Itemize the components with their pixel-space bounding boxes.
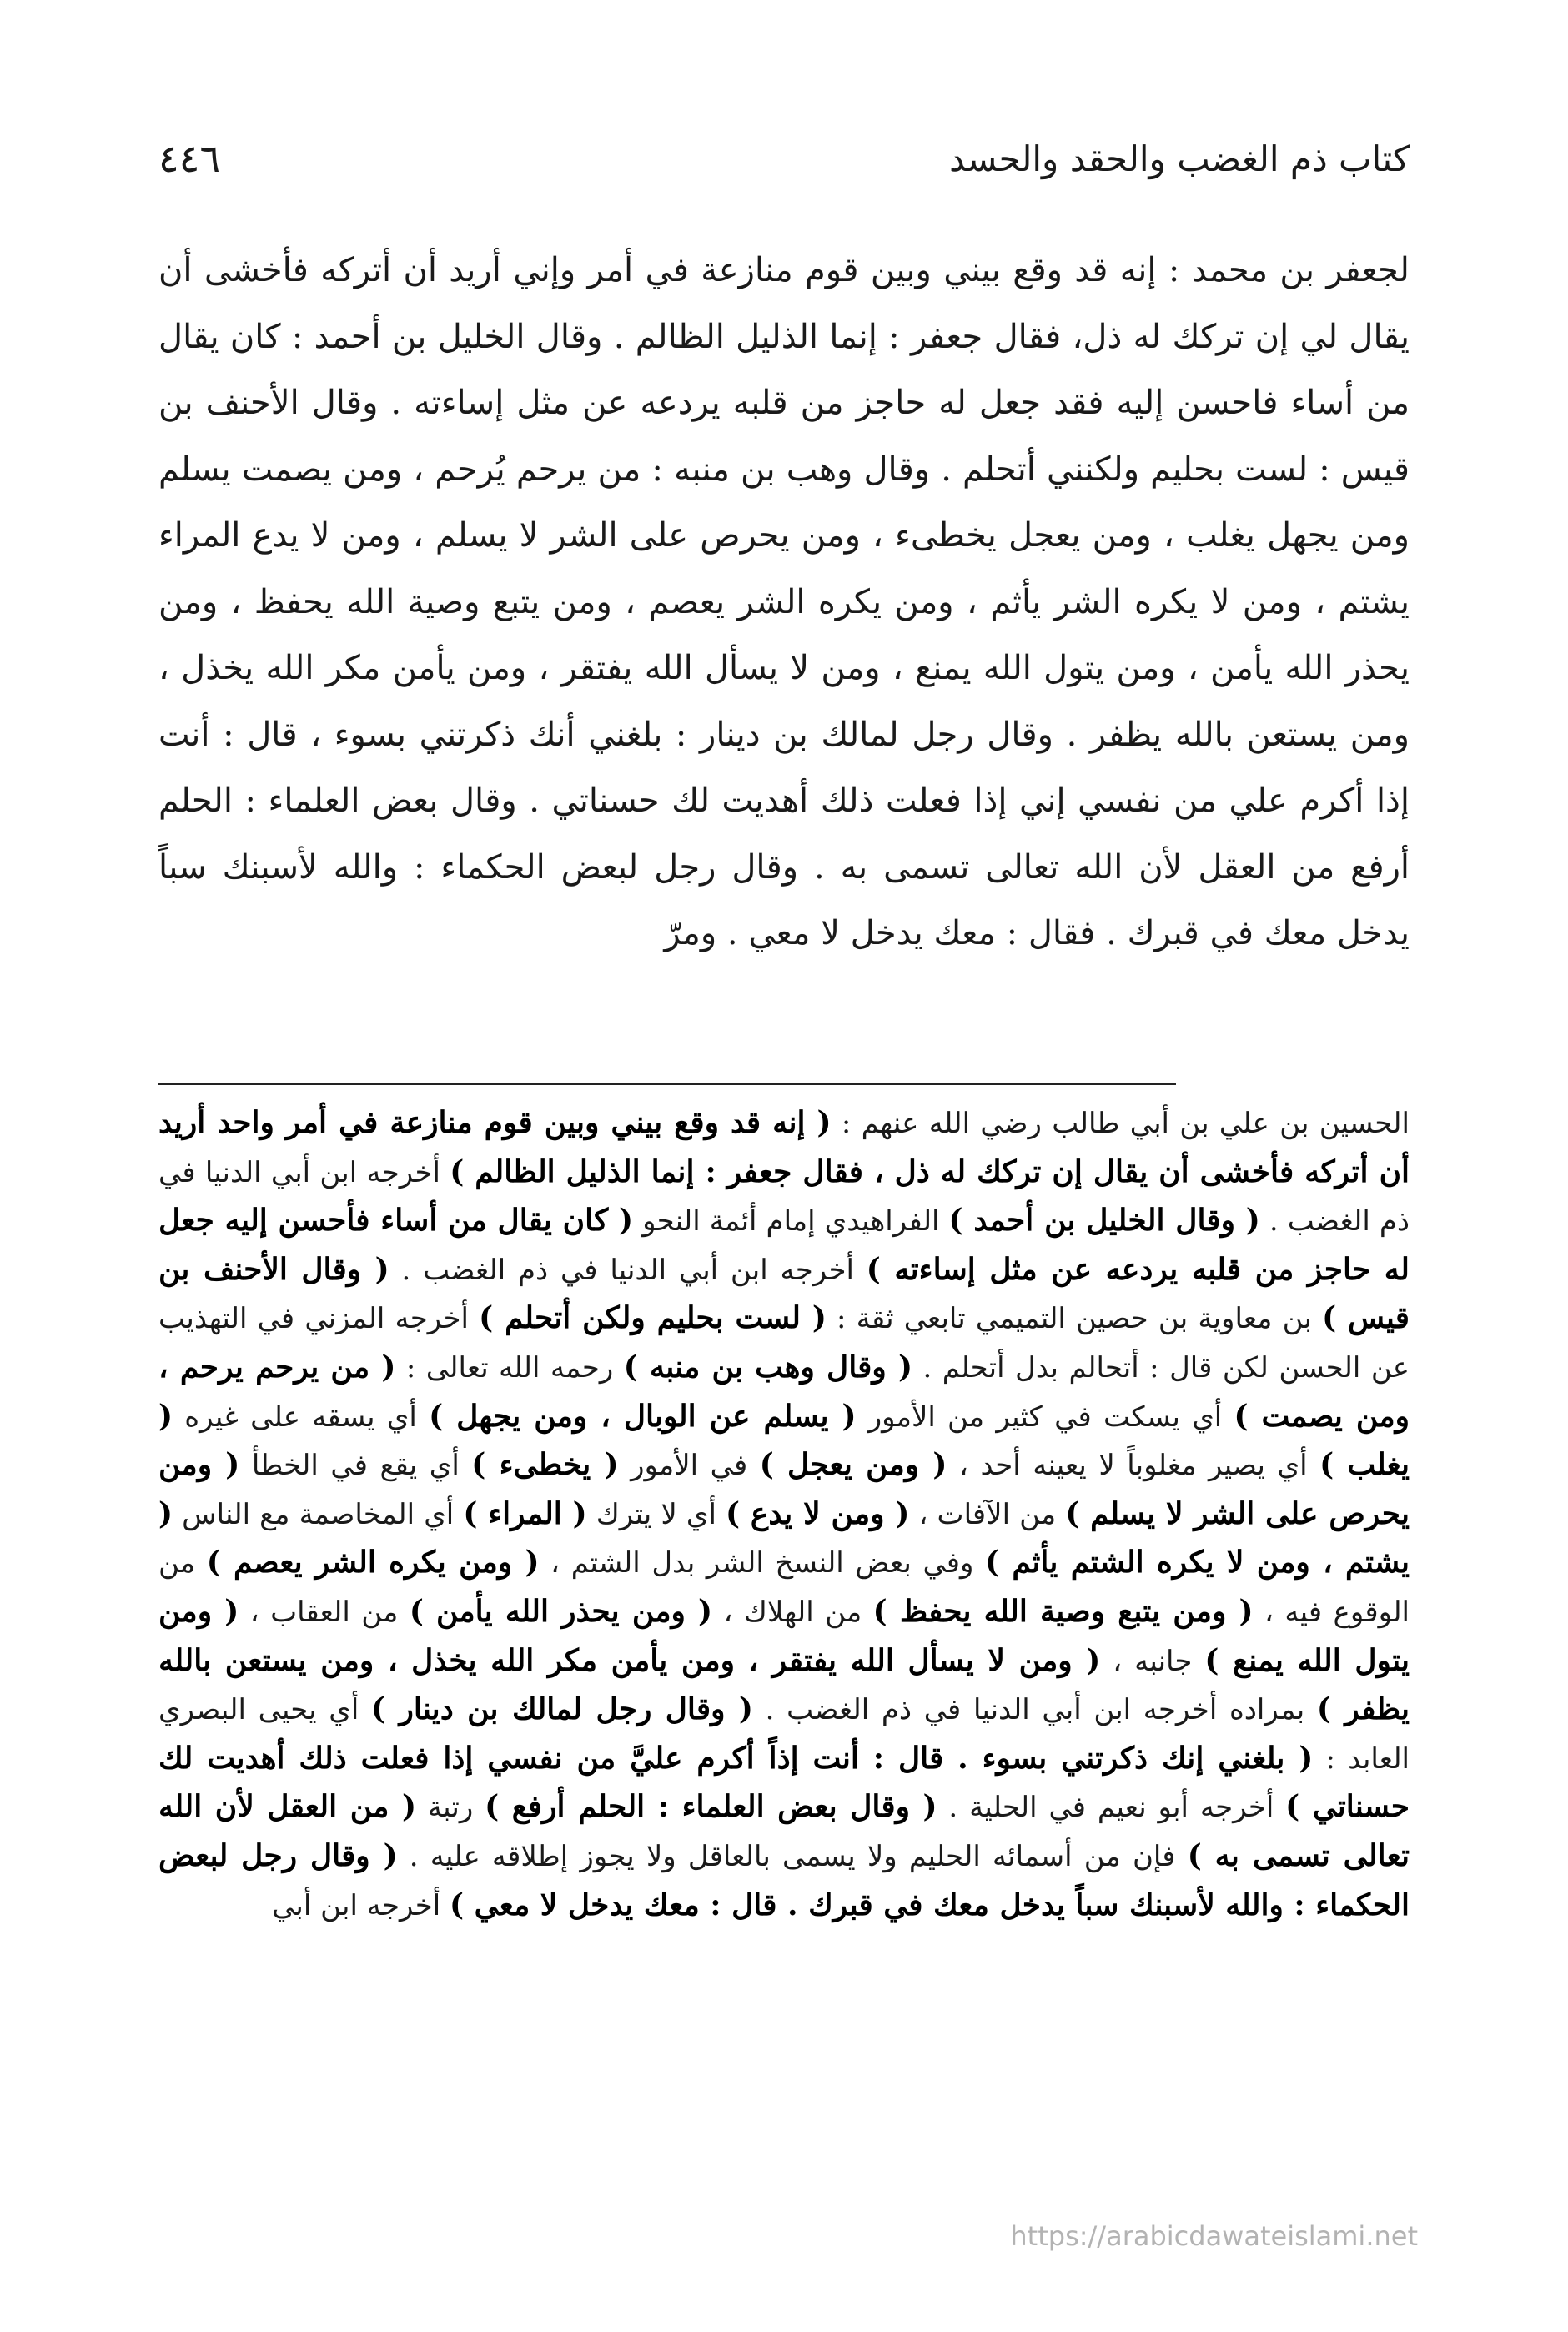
footnote-divider — [158, 1083, 1176, 1085]
watermark-url: https://arabicdawateislami.net — [1010, 2220, 1418, 2252]
commentary-segment: أي يصير مغلوباً لا يعينه أحد ، — [947, 1449, 1320, 1483]
quoted-text-segment: ( من العقل لأن الله تعالى تسمى به ) — [158, 1789, 1410, 1873]
quoted-text-segment: ( ومن يكره الشر يعصم ) — [206, 1545, 540, 1581]
commentary-segment: بن معاوية بن حصين التميمي تابعي ثقة : — [826, 1302, 1323, 1336]
running-title: كتاب ذم الغضب والحقد والحسد — [948, 138, 1410, 179]
commentary-segment: أخرجه المزني في التهذيب عن الحسن لكن قال : أتحالم بدل أتحلم . — [158, 1302, 1410, 1385]
quoted-text-segment: ( من يرحم يرحم ، ومن يصمت ) — [158, 1349, 1410, 1434]
commentary-segment: أخرجه ابن أبي الدنيا في ذم الغضب . — [389, 1253, 867, 1287]
main-paragraph: لجعفر بن محمد : إنه قد وقع بيني وبين قوم منازعة في أمر وإني أريد أن أتركه فأخشى أن يقال لي إن تركك له ذل، فقال جعفر : إنما الذليل الظالم . وقال الخليل بن أحمد : كان يقال من أساء فاحسن إليه فقد جعل له حاجز من قلبه يردعه عن مثل إساءته . وقال الأحنف بن قيس : لست بحليم ولكنني أتحلم . وقال وهب بن منبه : من يرحم يُرحم ، ومن يصمت يسلم ومن يجهل يغلب ، ومن يعجل يخطىء ، ومن يحرص على الشر لا يسلم ، ومن لا يدع المراء يشتم ، ومن لا يكره الشر يأثم ، ومن يكره الشر يعصم ، ومن يتبع وصية الله يحفظ ، ومن يحذر الله يأمن ، ومن يتول الله يمنع ، ومن لا يسأل الله يفتقر ، ومن يأمن مكر الله يخذل ، ومن يستعن بالله يظفر . وقال رجل لمالك بن دينار : بلغني أنك ذكرتني بسوء ، قال : أنت إذا أكرم علي من نفسي إني إذا فعلت ذلك أهديت لك حسناتي . وقال بعض العلماء : الحلم أرفع من العقل لأن الله تعالى تسمى به . وقال رجل لبعض الحكماء : والله لأسبنك سباً يدخل معك في قبرك . فقال : معك يدخل لا معي . ومرّ — [158, 251, 1410, 952]
quoted-text-segment: ( ومن يتبع وصية الله يحفظ ) — [872, 1593, 1254, 1629]
quoted-text-segment: ( ومن لا يسأل الله يفتقر ، ومن يأمن مكر الله يخذل ، ومن يستعن بالله يظفر ) — [158, 1642, 1410, 1727]
quoted-text-segment: ( وقال الخليل بن أحمد ) — [948, 1203, 1260, 1239]
commentary-segment: الحسين بن علي بن أبي طالب رضي الله عنهم : — [831, 1107, 1410, 1140]
commentary-segment: أي يحيى البصري العابد : — [158, 1693, 1410, 1776]
quoted-text-segment: ( وقال بعض العلماء : الحلم أرفع ) — [485, 1789, 937, 1825]
quoted-text-segment: ( بلغني إنك ذكرتني بسوء . قال : أنت إذاً أكرم عليَّ من نفسي إذا فعلت ذلك أهديت لك حسناتي ) — [158, 1740, 1410, 1825]
commentary-segment: أي يقع في الخطأ — [239, 1449, 472, 1483]
quoted-text-segment: ( يسلم عن الوبال ، ومن يجهل ) — [429, 1398, 857, 1434]
commentary-segment: أي لا يترك — [586, 1497, 726, 1531]
commentary-segment: في الأمور — [618, 1449, 760, 1483]
commentary-segment: جانبه ، — [1100, 1644, 1205, 1678]
quoted-text-segment: ( وقال رجل لمالك بن دينار ) — [371, 1691, 753, 1727]
commentary-segment: من الآفات ، — [909, 1497, 1066, 1531]
commentary-segment: رحمه الله تعالى : — [395, 1350, 624, 1385]
main-text — [158, 238, 1410, 1038]
footnote-paragraph — [158, 1099, 1410, 1930]
quoted-text-segment: ( يغلب ) — [158, 1398, 1410, 1483]
commentary-segment: فإن من أسمائه الحليم ولا يسمى بالعاقل ولا يجوز إطلاقه عليه . — [397, 1839, 1188, 1873]
commentary-segment: من العقاب ، — [239, 1595, 410, 1629]
page-header — [158, 125, 1410, 192]
quoted-text-segment: ( وقال الأحنف بن قيس ) — [158, 1251, 1410, 1336]
quoted-text-segment: ( ومن يحذر الله يأمن ) — [409, 1593, 713, 1629]
page-number: ٤٤٦ — [158, 136, 221, 181]
commentary-segment: أي يسكت في كثير من الأمور — [856, 1400, 1234, 1434]
commentary-segment: أي المخاصمة مع الناس — [173, 1497, 464, 1531]
commentary-segment: وفي بعض النسخ الشر بدل الشتم ، — [539, 1546, 986, 1581]
commentary-segment: بمراده أخرجه ابن أبي الدنيا في ذم الغضب . — [752, 1693, 1317, 1727]
commentary-segment: من الوقوع فيه ، — [158, 1546, 1410, 1629]
quoted-text-segment: ( وقال رجل لبعض الحكماء : والله لأسبنك سباً يدخل معك في قبرك . قال : معك يدخل لا معي ) — [158, 1837, 1410, 1922]
commentary-segment: رتبة — [416, 1791, 485, 1825]
quoted-text-segment: ( ومن يتول الله يمنع ) — [158, 1593, 1410, 1678]
quoted-text-segment: ( يخطىء ) — [471, 1447, 619, 1483]
quoted-text-segment: ( المراء ) — [463, 1495, 587, 1531]
quoted-text-segment: ( إنه قد وقع بيني وبين قوم منازعة في أمر واحد أريد أن أتركه فأخشى أن يقال إن تركك له ذل ، فقال جعفر : إنما الذليل الظالم ) — [158, 1105, 1410, 1189]
quoted-text-segment: ( ومن لا يدع ) — [726, 1495, 910, 1531]
commentary-segment: أخرجه أبو نعيم في الحلية . — [937, 1791, 1286, 1825]
commentary-segment: أخرجه ابن أبي — [272, 1888, 450, 1922]
commentary-segment: من الهلاك ، — [712, 1595, 873, 1629]
commentary-segment: الفراهيدي إمام أئمة النحو — [633, 1204, 949, 1239]
quoted-text-segment: ( ومن يحرص على الشر لا يسلم ) — [158, 1447, 1410, 1531]
quoted-text-segment: ( كان يقال من أساء فأحسن إليه جعل له حاجز من قلبه يردعه عن مثل إساءته ) — [158, 1203, 1410, 1287]
quoted-text-segment: ( ومن يعجل ) — [759, 1447, 947, 1483]
commentary-segment: أخرجه ابن أبي الدنيا في ذم الغضب . — [158, 1155, 1410, 1239]
commentary-segment: أي يسقه على غيره — [173, 1400, 430, 1434]
quoted-text-segment: ( يشتم ، ومن لا يكره الشتم يأثم ) — [158, 1495, 1410, 1581]
footnotes — [158, 1099, 1410, 2204]
quoted-text-segment: ( لست بحليم ولكن أتحلم ) — [479, 1300, 827, 1336]
quoted-text-segment: ( وقال وهب بن منبه ) — [623, 1349, 913, 1385]
